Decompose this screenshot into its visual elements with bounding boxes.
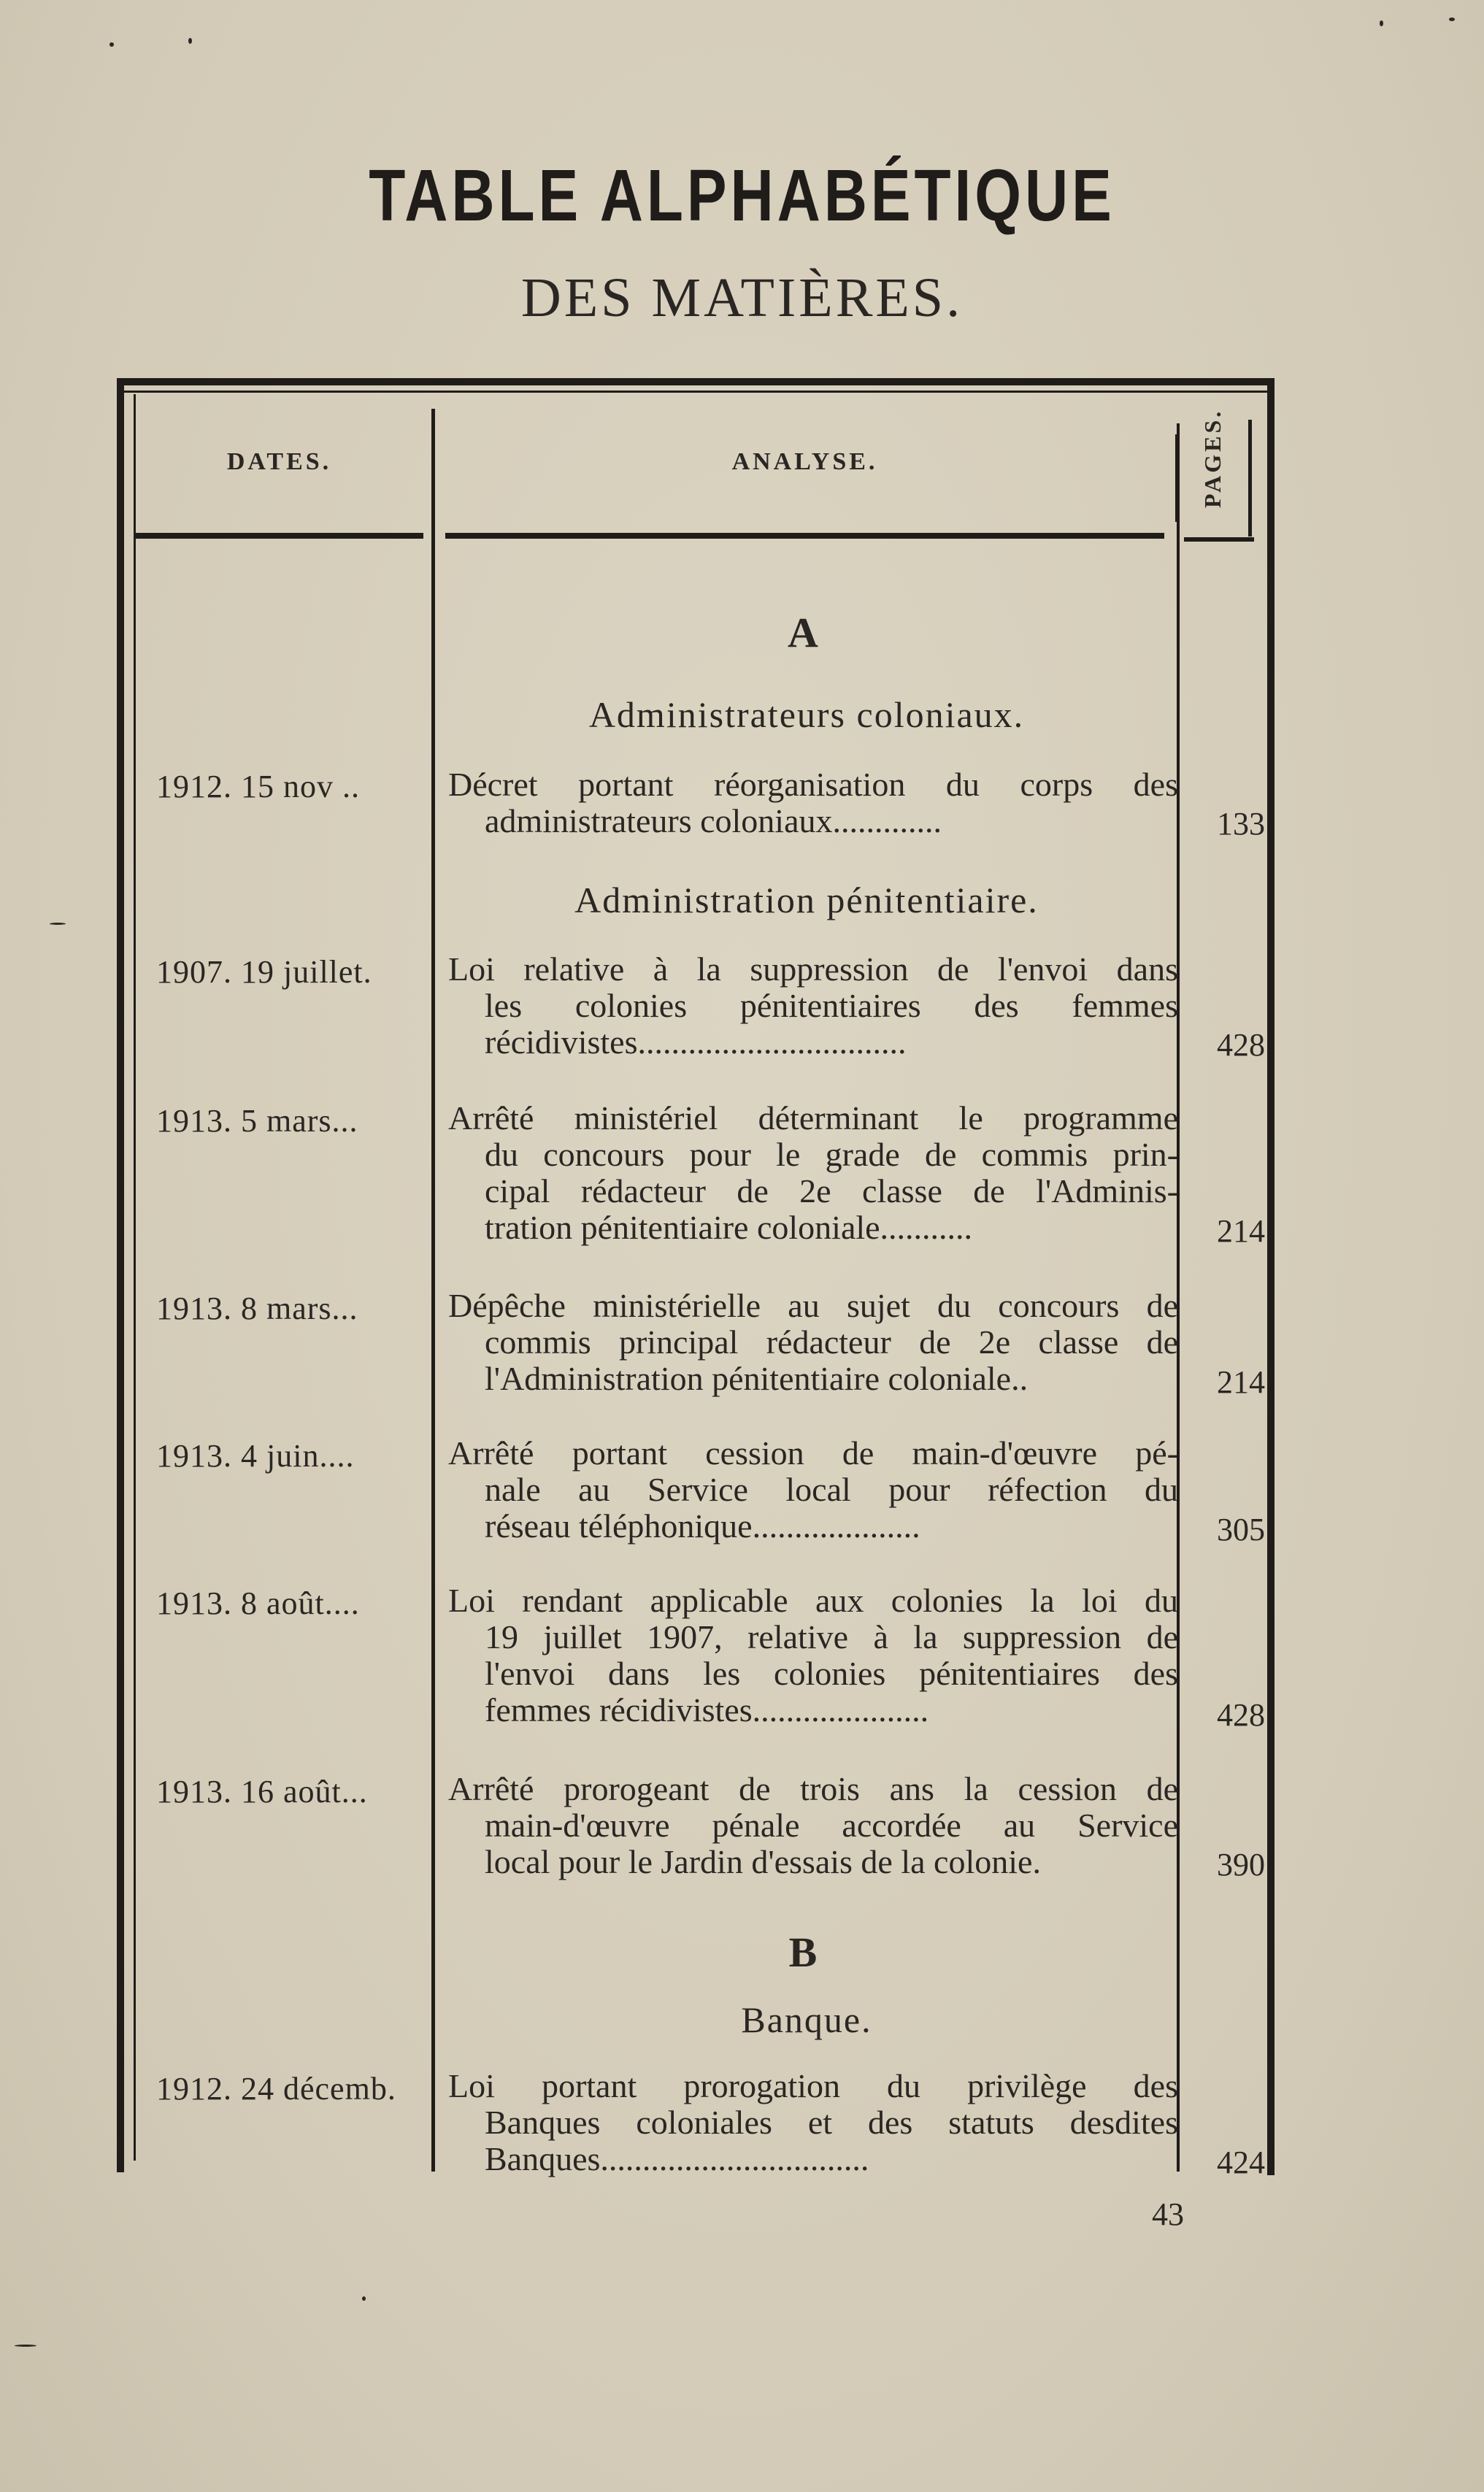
entry-page: 214 — [1217, 1213, 1265, 1249]
entry-page: 424 — [1217, 2145, 1265, 2180]
entry-analysis — [448, 1288, 1178, 1397]
page-subtitle: DES MATIÈRES. — [520, 267, 964, 328]
entry-analysis — [448, 1435, 1178, 1545]
entry-page: 133 — [1217, 806, 1265, 842]
paper-speck — [1449, 18, 1455, 21]
entry-line: Arrêté ministériel déterminant le programme — [448, 1099, 1178, 1137]
entry-date: 1913. 4 juin.... — [156, 1438, 355, 1474]
entry-date: 1907. 19 juillet. — [156, 954, 372, 990]
group-heading-administration-penitentiaire: Administration pénitentiaire. — [574, 880, 1039, 920]
paper-speck — [188, 38, 192, 44]
entry-line: main-d'œuvre pénale accordée au Service — [485, 1807, 1178, 1844]
entry-page: 305 — [1217, 1512, 1265, 1547]
entry-analysis — [448, 766, 1178, 839]
header-underline-pages — [1184, 537, 1254, 542]
section-letter-b: B — [788, 1928, 818, 1976]
dates-column-header: DATES. — [226, 448, 332, 475]
entry-page: 428 — [1217, 1697, 1265, 1733]
table-left-border — [117, 378, 124, 2172]
table-left-border-inner — [134, 394, 136, 2161]
entry-line: Dépêche ministérielle au sujet du concours de — [448, 1287, 1178, 1324]
entry-line: Loi portant prorogation du privilège des — [448, 2067, 1178, 2104]
entry-line: commis principal rédacteur de 2e classe de — [485, 1323, 1178, 1361]
table-right-border — [1267, 378, 1275, 2175]
paper-speck — [109, 42, 114, 47]
paper-speck — [362, 2296, 366, 2301]
entry-line: réseau téléphonique.................... — [485, 1507, 920, 1545]
pages-header-left-bar — [1175, 434, 1178, 522]
entry-date: 1912. 24 décemb. — [156, 2071, 396, 2107]
page-number: 43 — [1152, 2196, 1184, 2232]
entry-line: tration pénitentiaire coloniale........... — [485, 1209, 973, 1246]
entry-line: femmes récidivistes..................... — [485, 1691, 929, 1728]
entry-analysis — [448, 2068, 1178, 2177]
page-title: TABLE ALPHABÉTIQUE — [369, 155, 1115, 236]
entry-line: l'Administration pénitentiaire coloniale.. — [485, 1360, 1029, 1397]
entry-date: 1912. 15 nov .. — [156, 769, 360, 804]
entry-line: Banques................................ — [485, 2140, 869, 2177]
entry-date: 1913. 8 mars... — [156, 1291, 358, 1326]
entry-line: les colonies pénitentiaires des femmes — [485, 987, 1178, 1024]
entry-line: Banques coloniales et des statuts desdites — [485, 2104, 1178, 2141]
table-top-rule-thin — [120, 391, 1268, 393]
entry-line: cipal rédacteur de 2e classe de l'Adminis- — [485, 1172, 1178, 1210]
paper-speck — [1380, 20, 1383, 26]
entry-line: l'envoi dans les colonies pénitentiaires des — [485, 1655, 1178, 1692]
entry-analysis — [448, 1583, 1178, 1728]
entry-line: nale au Service local pour réfection du — [485, 1471, 1178, 1508]
header-underline-dates — [135, 533, 423, 539]
group-heading-administrateurs: Administrateurs coloniaux. — [588, 694, 1025, 735]
paper-speck — [50, 923, 66, 925]
entry-page: 428 — [1217, 1027, 1265, 1063]
group-heading-banque: Banque. — [741, 1999, 872, 2040]
entry-date: 1913. 8 août.... — [156, 1585, 360, 1621]
entry-line: local pour le Jardin d'essais de la colonie. — [485, 1843, 1041, 1880]
entry-line: Arrêté prorogeant de trois ans la cession de — [448, 1770, 1178, 1807]
entry-line: Loi relative à la suppression de l'envoi dans — [448, 950, 1178, 988]
dates-column-divider — [431, 409, 435, 2172]
entry-page: 214 — [1217, 1364, 1265, 1400]
analyse-column-header: ANALYSE. — [731, 448, 878, 475]
entry-line: Loi rendant applicable aux colonies la loi du — [448, 1582, 1178, 1619]
entry-line: récidivistes................................ — [485, 1023, 907, 1061]
entry-line: du concours pour le grade de commis prin- — [485, 1136, 1178, 1173]
entry-line: 19 juillet 1907, relative à la suppression de — [485, 1618, 1178, 1655]
entry-date: 1913. 5 mars... — [156, 1103, 358, 1139]
pages-column-header: PAGES. — [1199, 408, 1226, 508]
entry-date: 1913. 16 août... — [156, 1774, 368, 1810]
entry-line: administrateurs coloniaux............. — [485, 802, 942, 839]
entry-line: Arrêté portant cession de main-d'œuvre pé- — [448, 1434, 1178, 1472]
header-underline-analyse — [445, 533, 1164, 539]
entry-analysis — [448, 1100, 1178, 1246]
table-top-rule — [117, 378, 1272, 385]
entry-analysis — [448, 1771, 1178, 1880]
paper-speck — [15, 2345, 36, 2347]
entry-page: 390 — [1217, 1847, 1265, 1883]
section-letter-a: A — [788, 609, 818, 656]
entry-line: Décret portant réorganisation du corps des — [448, 766, 1178, 803]
pages-header-right-bar — [1248, 420, 1252, 537]
entry-analysis — [448, 951, 1178, 1061]
